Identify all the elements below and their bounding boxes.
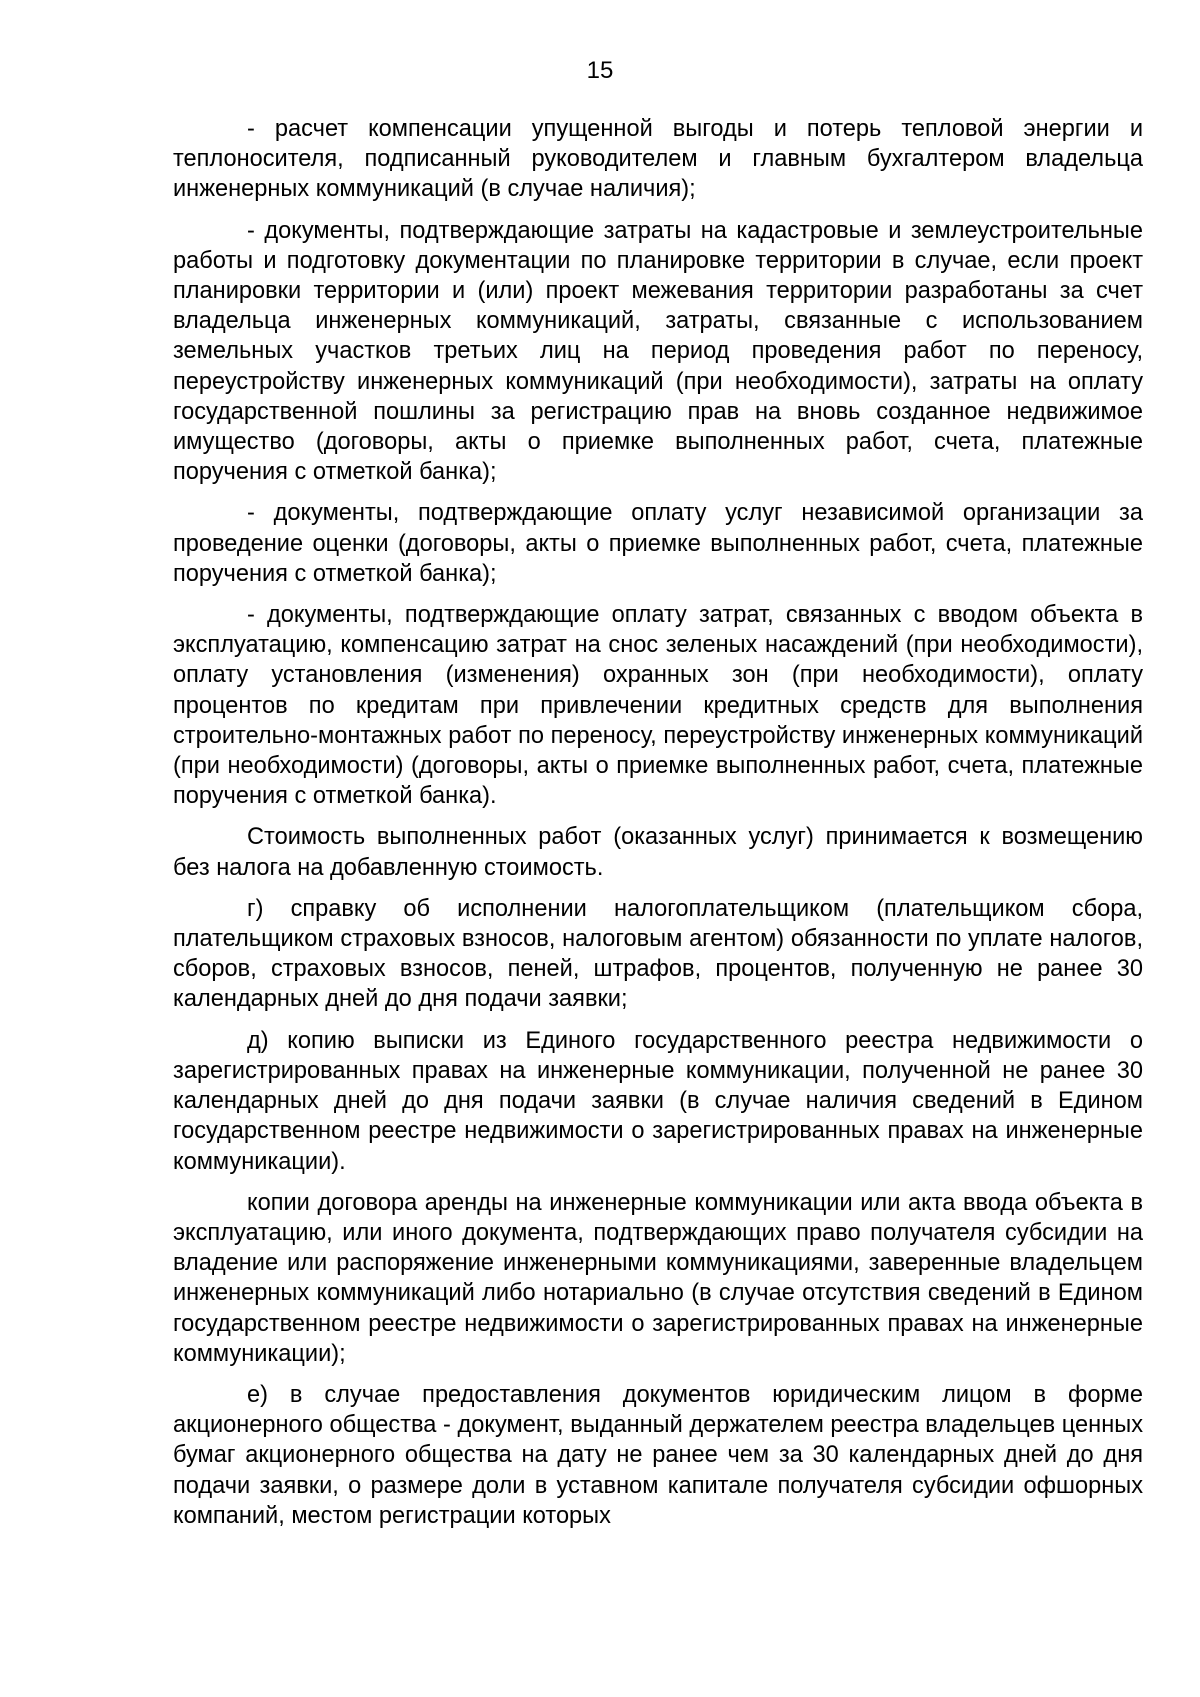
paragraph-lost-profit-calculation: - расчет компенсации упущенной выгоды и потерь тепловой энергии и теплоносителя, подписанный руководителем и главным бухгалтером владельца инженерных коммуникаций (в случае наличия);: [173, 116, 1143, 203]
paragraph-item-g-tax-certificate: г) справку об исполнении налогоплательщиком (плательщиком сбора, плательщиком страховых взносов, налоговым агентом) обязанности по уплате налогов, сборов, страховых взносов, пеней, штрафов, процентов, полученную не ранее 30 календарных дней до дня подачи заявки;: [173, 895, 1143, 1013]
paragraph-lease-agreement-copies: копии договора аренды на инженерные коммуникации или акта ввода объекта в эксплуатацию, или иного документа, подтверждающих право получателя субсидии на владение или распоряжение инженерными коммуникациями, заверенные владельцем инженерных коммуникаций либо нотариально (в случае отсутствия сведений в Едином государственном реестре недвижимости о зарегистрированных правах на инженерные коммуникации);: [173, 1189, 1143, 1367]
paragraph-item-d-registry-extract: д) копию выписки из Единого государственного реестра недвижимости о зарегистрированных правах на инженерные коммуникации, полученной не ранее 30 календарных дней до дня подачи заявки (в случае наличия сведений в Едином государственном реестре недвижимости о зарегистрированных правах на инженерные коммуникации).: [173, 1027, 1143, 1175]
page-number: 15: [586, 57, 614, 84]
paragraph-item-e-shareholder-document: е) в случае предоставления документов юридическим лицом в форме акционерного общества - документ, выданный держателем реестра владельцев ценных бумаг акционерного общества на дату не ранее чем за 30 календарных дней до дня подачи заявки, о размере доли в уставном капитале получателя субсидии офшорных компаний, местом регистрации которых: [173, 1381, 1143, 1529]
paragraph-valuation-payment-documents: - документы, подтверждающие оплату услуг независимой организации за проведение оценки (договоры, акты о приемке выполненных работ, счета, платежные поручения с отметкой банка);: [173, 500, 1143, 587]
paragraph-cadastral-costs-documents: - документы, подтверждающие затраты на кадастровые и землеустроительные работы и подготовку документации по планировке территории в случае, если проект планировки территории и (или) проект межевания территории разработаны за счет владельца инженерных коммуникаций, затраты, связанные с использованием земельных участков третьих лиц на период проведения работ по переносу, переустройству инженерных коммуникаций (при необходимости), затраты на оплату государственной пошлины за регистрацию прав на вновь созданное недвижимое имущество (договоры, акты о приемке выполненных работ, счета, платежные поручения с отметкой банка);: [173, 217, 1143, 486]
document-body: [173, 114, 1143, 1542]
paragraph-vat-exclusion: Стоимость выполненных работ (оказанных услуг) принимается к возмещению без налога на добавленную стоимость.: [173, 824, 1143, 881]
paragraph-commissioning-costs-documents: - документы, подтверждающие оплату затрат, связанных с вводом объекта в эксплуатацию, компенсацию затрат на снос зеленых насаждений (при необходимости), оплату установления (изменения) охранных зон (при необходимости), оплату процентов по кредитам при привлечении кредитных средств для выполнения строительно-монтажных работ по переносу, переустройству инженерных коммуникаций (при необходимости) (договоры, акты о приемке выполненных работ, счета, платежные поручения с отметкой банка).: [173, 602, 1143, 810]
